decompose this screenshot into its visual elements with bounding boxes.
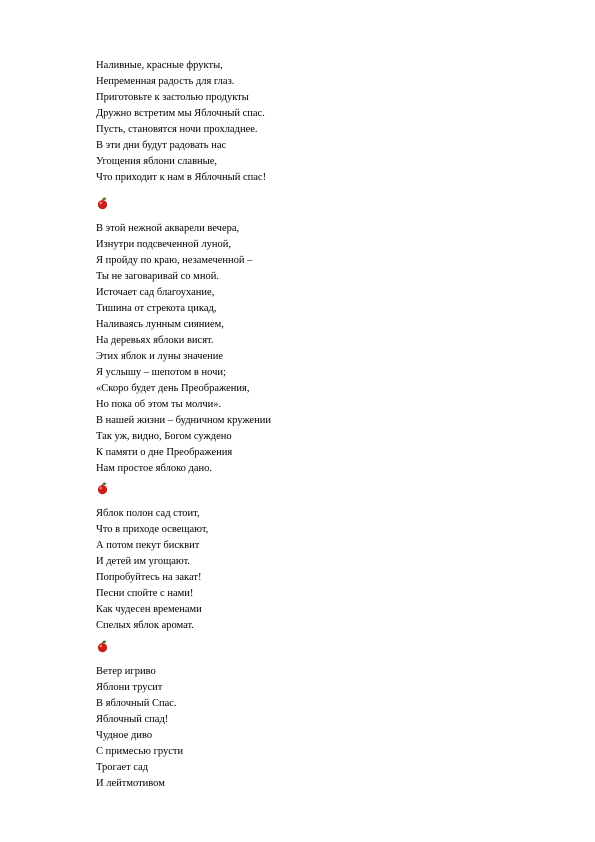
poem-line: Песни спойте с нами!: [96, 588, 194, 599]
poem-line: Дружно встретим мы Яблочный спас.: [96, 108, 265, 119]
poem-line: Угощения яблони славные,: [96, 156, 217, 167]
poem-line: Тишина от стрекота цикад,: [96, 303, 217, 314]
poem-line: Попробуйтесь на закат!: [96, 572, 202, 583]
poem-line: Что приходит к нам в Яблочный спас!: [96, 172, 267, 183]
poem-line: Я услышу – шепотом в ночи;: [96, 367, 226, 378]
poem-line: Спелых яблок аромат.: [96, 620, 194, 631]
poem-line: В этой нежной акварели вечера,: [96, 223, 240, 234]
poem-stanza-3: [96, 482, 208, 634]
poem-line: Яблок полон сад стоит,: [96, 508, 200, 519]
poem-line: Трогает сад: [96, 762, 149, 773]
poem-line: Яблони трусит: [96, 682, 163, 693]
poem-line: Ты не заговаривай со мной.: [96, 271, 219, 282]
poem-line: К памяти о дне Преображения: [96, 447, 233, 458]
poem-line: Приготовьте к застолью продукты: [96, 92, 249, 103]
poem-line: Чудное диво: [96, 730, 153, 741]
poem-line: В яблочный Спас.: [96, 698, 177, 709]
poem-line: Нам простое яблоко дано.: [96, 463, 213, 474]
poem-line: Ветер игриво: [96, 666, 156, 677]
poem-line: Источает сад благоухание,: [96, 287, 215, 298]
apple-icon: [96, 197, 109, 210]
apple-icon: [96, 640, 109, 653]
poem-stanza-4: [96, 640, 183, 792]
poem-line: С примесью грусти: [96, 746, 184, 757]
poem-line: Изнутри подсвеченной луной,: [96, 239, 231, 250]
poem-line: В нашей жизни – будничном кружении: [96, 415, 271, 426]
poem-stanza-1: [96, 58, 266, 186]
poem-line: А потом пекут бисквит: [96, 540, 200, 551]
poem-line: Так уж, видно, Богом суждено: [96, 431, 232, 442]
poem-line: «Скоро будет день Преображения,: [96, 383, 250, 394]
poem-line: Наливаясь лунным сиянием,: [96, 319, 224, 330]
apple-icon: [96, 482, 109, 495]
poem-line: Но пока об этом ты молчи».: [96, 399, 222, 410]
poem-line: Что в приходе освещают,: [96, 524, 209, 535]
poem-line: В эти дни будут радовать нас: [96, 140, 227, 151]
poem-line: Я пройду по краю, незамеченной –: [96, 255, 253, 266]
poem-line: Этих яблок и луны значение: [96, 351, 224, 362]
poem-stanza-2: [96, 197, 271, 477]
poem-line: На деревьях яблоки висят.: [96, 335, 214, 346]
poem-line: Яблочный спад!: [96, 714, 169, 725]
poem-line: И детей им угощают.: [96, 556, 191, 567]
poem-line: Как чудесен временами: [96, 604, 202, 615]
poem-line: Пусть, становятся ночи прохладнее.: [96, 124, 258, 135]
poem-line: Наливные, красные фрукты,: [96, 60, 223, 71]
poem-line: Непременная радость для глаз.: [96, 76, 235, 87]
poem-line: И лейтмотивом: [96, 778, 165, 789]
